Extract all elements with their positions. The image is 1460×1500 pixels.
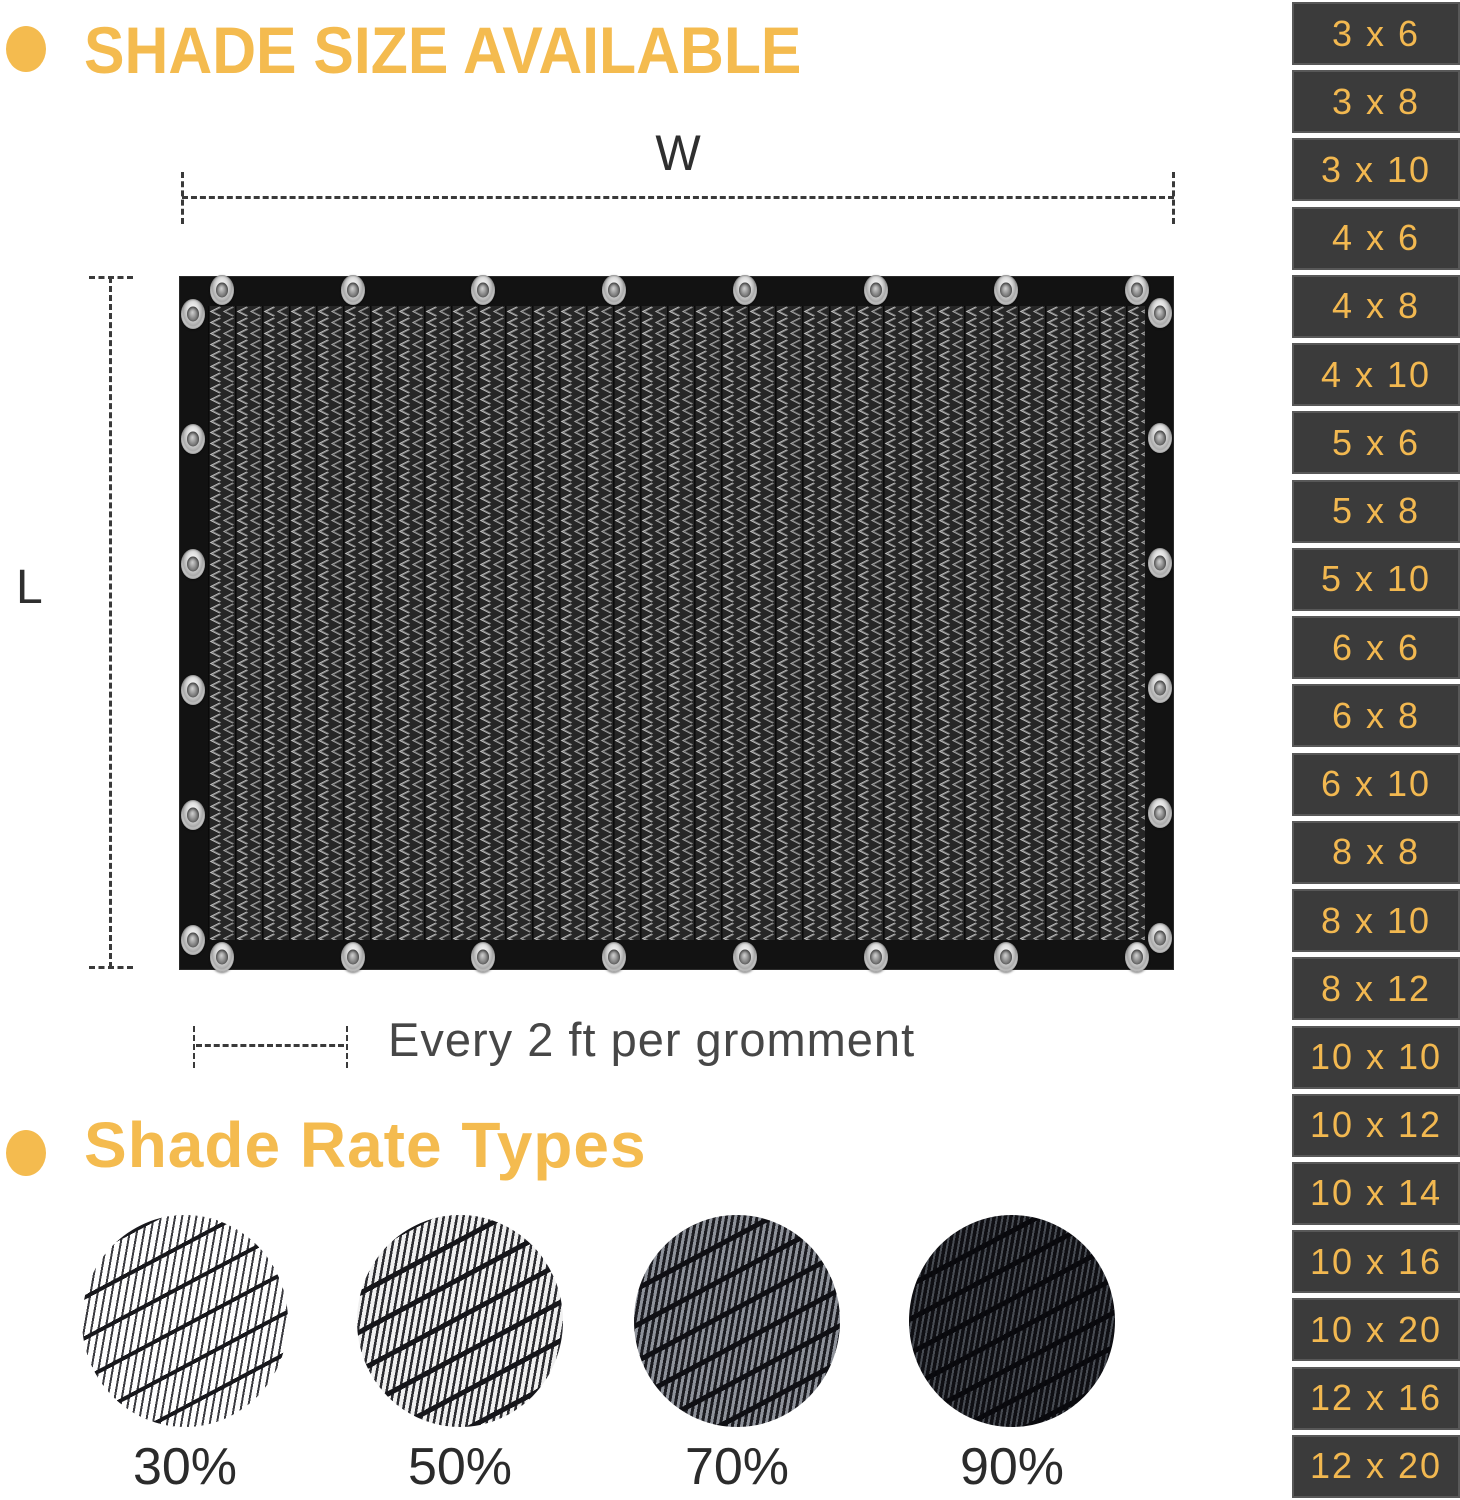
- size-option-label: 3 x 10: [1320, 148, 1432, 190]
- width-dimension-tick-right: [1172, 172, 1175, 224]
- mesh-texture: [208, 306, 1145, 940]
- shade-rate-percent: 90%: [959, 1438, 1065, 1496]
- grommet-spacing-tick-left: [193, 1026, 195, 1068]
- size-option: [1292, 889, 1460, 952]
- mesh-pattern-svg: [208, 306, 1145, 940]
- grommet-spacing-tick-right: [346, 1026, 348, 1068]
- grommet-icon: [994, 275, 1018, 305]
- grommet-icon: [733, 275, 757, 305]
- shade-rate-swatch: [357, 1215, 563, 1427]
- size-option-label: 10 x 10: [1309, 1036, 1443, 1078]
- grommet-icon: [1125, 275, 1149, 305]
- section-title-shade-size-available: SHADE SIZE AVAILABLE: [84, 13, 802, 87]
- width-dimension-tick-left: [181, 172, 184, 224]
- grommet-icon: [602, 942, 626, 972]
- size-option-label: 5 x 6: [1331, 421, 1421, 463]
- size-option: [1292, 684, 1460, 747]
- grommet-icon: [181, 675, 205, 705]
- size-option: [1292, 753, 1460, 816]
- grommet-icon: [210, 275, 234, 305]
- length-dimension-tick-top: [89, 276, 133, 279]
- size-option-label: 3 x 8: [1331, 80, 1421, 122]
- size-option: [1292, 1435, 1460, 1498]
- size-option: [1292, 957, 1460, 1020]
- size-option-label: 6 x 6: [1331, 626, 1421, 668]
- grommet-icon: [1148, 923, 1172, 953]
- size-option: [1292, 138, 1460, 201]
- size-option-label: 5 x 10: [1320, 558, 1432, 600]
- grommet-spacing-line: [196, 1044, 344, 1047]
- shade-rate-percent: 70%: [684, 1438, 790, 1496]
- size-option-label: 4 x 6: [1331, 217, 1421, 259]
- size-option: [1292, 1026, 1460, 1089]
- size-option-label: 12 x 20: [1309, 1445, 1443, 1487]
- shade-rate-swatch: [82, 1215, 288, 1427]
- grommet-icon: [864, 275, 888, 305]
- size-option: [1292, 1162, 1460, 1225]
- size-option-label: 3 x 6: [1331, 12, 1421, 54]
- grommet-icon: [1148, 298, 1172, 328]
- shade-rate-percent: 30%: [132, 1438, 238, 1496]
- grommet-icon: [341, 275, 365, 305]
- size-option: [1292, 2, 1460, 65]
- size-option-label: 4 x 10: [1320, 353, 1432, 395]
- size-option: [1292, 616, 1460, 679]
- size-option: [1292, 1094, 1460, 1157]
- grommet-icon: [733, 942, 757, 972]
- bullet-dot-icon: [6, 26, 46, 72]
- size-option-label: 5 x 8: [1331, 490, 1421, 532]
- grommet-icon: [471, 275, 495, 305]
- size-option: [1292, 1298, 1460, 1361]
- size-option: [1292, 548, 1460, 611]
- size-option-label: 12 x 16: [1309, 1377, 1443, 1419]
- size-option-label: 10 x 16: [1309, 1240, 1443, 1282]
- shade-rate-swatch: [909, 1215, 1115, 1427]
- size-option-label: 6 x 8: [1331, 694, 1421, 736]
- grommet-icon: [181, 424, 205, 454]
- grommet-icon: [341, 942, 365, 972]
- size-list: [1292, 2, 1460, 1498]
- width-dimension-line: [182, 196, 1174, 199]
- size-option-label: 4 x 8: [1331, 285, 1421, 327]
- size-option: [1292, 275, 1460, 338]
- grommet-icon: [994, 942, 1018, 972]
- grommet-icon: [471, 942, 495, 972]
- length-dimension-label: L: [16, 561, 43, 614]
- size-option-label: 10 x 14: [1309, 1172, 1443, 1214]
- grommet-icon: [1148, 423, 1172, 453]
- shade-rate-swatch: [634, 1215, 840, 1427]
- size-option-label: 8 x 8: [1331, 831, 1421, 873]
- size-option: [1292, 207, 1460, 270]
- grommet-icon: [602, 275, 626, 305]
- size-option-label: 8 x 10: [1320, 899, 1432, 941]
- grommet-icon: [1148, 673, 1172, 703]
- size-option-label: 10 x 20: [1309, 1308, 1443, 1350]
- size-option: [1292, 1230, 1460, 1293]
- width-dimension-label: W: [655, 125, 701, 182]
- grommet-icon: [181, 800, 205, 830]
- size-option: [1292, 1367, 1460, 1430]
- size-option: [1292, 480, 1460, 543]
- grommet-icon: [181, 925, 205, 955]
- size-option: [1292, 411, 1460, 474]
- size-option: [1292, 70, 1460, 133]
- section-title-shade-rate-types: Shade Rate Types: [84, 1109, 647, 1181]
- grommet-icon: [1125, 942, 1149, 972]
- grommet-icon: [181, 299, 205, 329]
- grommet-icon: [210, 942, 234, 972]
- size-option: [1292, 343, 1460, 406]
- grommet-icon: [864, 942, 888, 972]
- size-option-label: 6 x 10: [1320, 763, 1432, 805]
- grommet-spacing-note: Every 2 ft per gromment: [388, 1013, 916, 1066]
- length-dimension-tick-bottom: [89, 966, 133, 969]
- size-option: [1292, 821, 1460, 884]
- grommet-icon: [181, 549, 205, 579]
- grommet-icon: [1148, 548, 1172, 578]
- shade-cloth-diagram: [180, 277, 1173, 969]
- length-dimension-line: [109, 277, 112, 968]
- size-option-label: 10 x 12: [1309, 1104, 1443, 1146]
- grommet-icon: [1148, 798, 1172, 828]
- bullet-dot-icon: [6, 1130, 46, 1176]
- size-option-label: 8 x 12: [1320, 967, 1432, 1009]
- shade-rate-percent: 50%: [407, 1438, 513, 1496]
